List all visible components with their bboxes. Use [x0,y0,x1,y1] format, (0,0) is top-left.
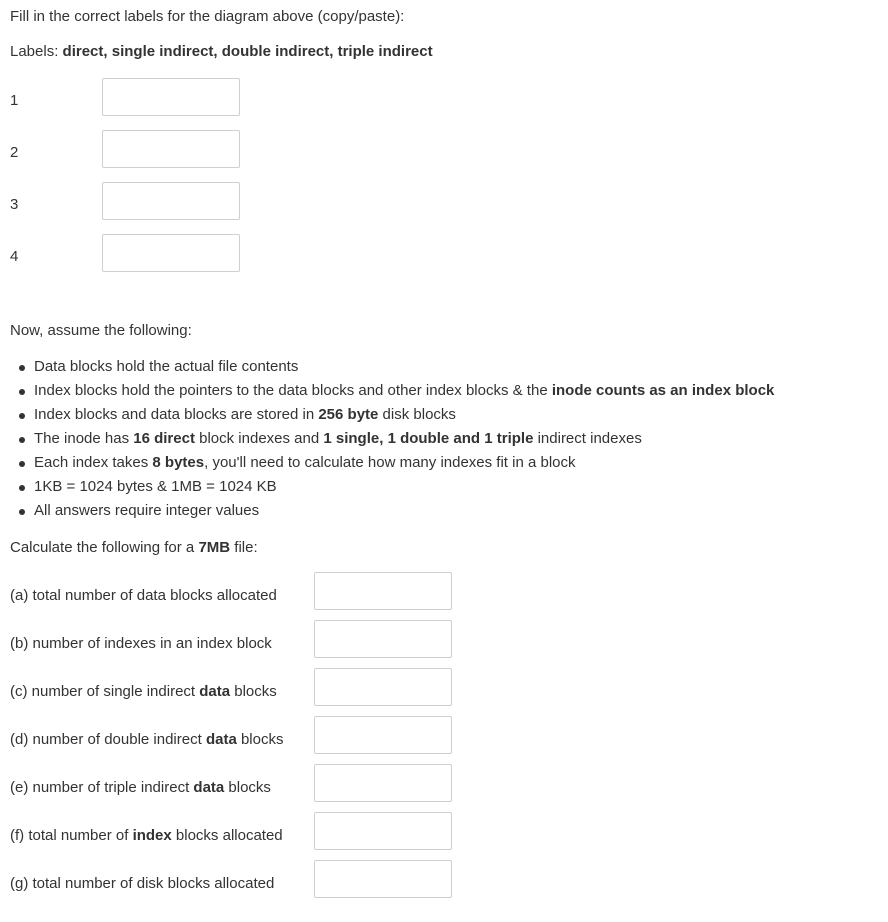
question-c-label: (c) number of single indirect data blocks [10,683,277,700]
labels-values: direct, single indirect, double indirect, triple indirect [62,43,433,60]
labels-prefix: Labels: [10,43,63,60]
label-row-number-1: 1 [10,92,19,109]
label-row-number-2: 2 [10,144,19,161]
assume-heading: Now, assume the following: [10,322,192,339]
assumptions-list [10,357,774,525]
answer-f-input[interactable] [314,812,452,850]
answer-b-input[interactable] [314,620,452,658]
question-d-label: (d) number of double indirect data blocks [10,731,284,748]
label-row-number-4: 4 [10,248,19,265]
answer-c-input[interactable] [314,668,452,706]
label-input-3[interactable] [102,182,240,220]
list-item: All answers require integer values [34,501,774,525]
answer-g-input[interactable] [314,860,452,898]
list-item: Each index takes 8 bytes, you'll need to calculate how many indexes fit in a block [34,453,774,477]
answer-d-input[interactable] [314,716,452,754]
label-input-1[interactable] [102,78,240,116]
label-input-2[interactable] [102,130,240,168]
answer-e-input[interactable] [314,764,452,802]
calc-heading: Calculate the following for a 7MB file: [10,539,258,556]
list-item: 1KB = 1024 bytes & 1MB = 1024 KB [34,477,774,501]
label-row-number-3: 3 [10,196,19,213]
list-item: Index blocks and data blocks are stored in 256 byte disk blocks [34,405,774,429]
question-g-label: (g) total number of disk blocks allocated [10,875,275,892]
question-b-label: (b) number of indexes in an index block [10,635,272,652]
question-e-label: (e) number of triple indirect data blocks [10,779,271,796]
list-item: Index blocks hold the pointers to the data blocks and other index blocks & the inode counts as an index block [34,381,774,405]
list-item: The inode has 16 direct block indexes and 1 single, 1 double and 1 triple indirect indexes [34,429,774,453]
question-f-label: (f) total number of index blocks allocated [10,827,283,844]
labels-line [10,43,433,60]
question-a-label: (a) total number of data blocks allocated [10,587,277,604]
answer-a-input[interactable] [314,572,452,610]
label-input-4[interactable] [102,234,240,272]
list-item: Data blocks hold the actual file contents [34,357,774,381]
instructions-text: Fill in the correct labels for the diagram above (copy/paste): [10,8,405,25]
